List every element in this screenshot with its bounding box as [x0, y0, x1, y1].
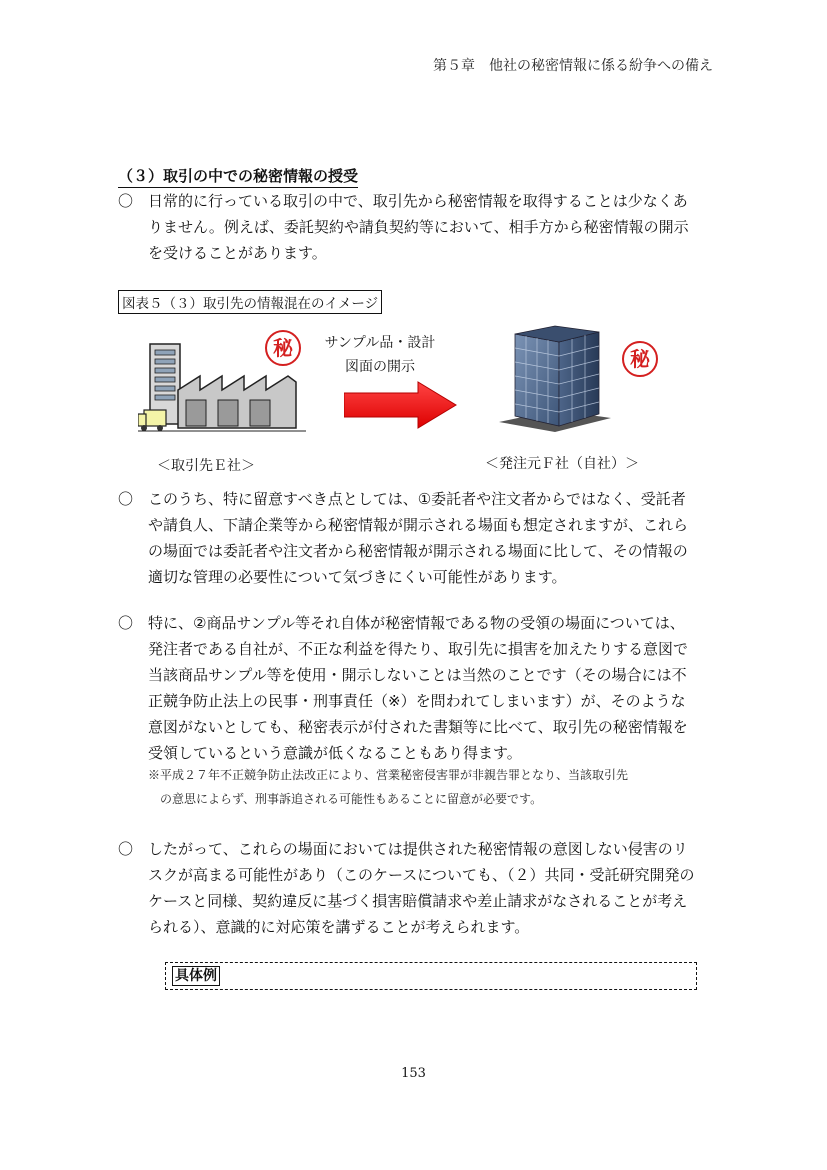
- example-box: [165, 962, 697, 990]
- paragraph-3: [118, 610, 703, 766]
- secret-stamp-icon: 秘: [265, 330, 301, 366]
- figure-label: 図表５（３）取引先の情報混在のイメージ: [118, 290, 382, 314]
- line: ケースと同様、契約違反に基づく損害賠償請求や差止請求がなされることが考え: [148, 892, 688, 910]
- section-title: （３）取引の中での秘密情報の授受: [118, 165, 358, 188]
- line: を受けることがあります。: [148, 244, 327, 262]
- line: したがって、これらの場面においては提供された秘密情報の意図しない侵害のリ: [148, 840, 688, 858]
- page-number: 153: [401, 1066, 426, 1081]
- arrow-caption-line: サンプル品・設計: [324, 335, 436, 351]
- bullet-circle: 〇: [118, 490, 134, 508]
- footnote: [148, 763, 708, 811]
- line: 日常的に行っている取引の中で、取引先から秘密情報を取得することは少なくあ: [148, 192, 688, 210]
- line: られる）、意識的に対応策を講ずることが考えられます。: [148, 918, 530, 936]
- line: 特に、②商品サンプル等それ自体が秘密情報である物の受領の場面については、: [148, 614, 685, 632]
- note-line: の意思によらず、刑事訴追される可能性もあることに留意が必要です。: [160, 792, 543, 806]
- line: 正競争防止法上の民事・刑事責任（※）を問われてしまいます）が、そのような: [148, 692, 686, 710]
- bullet-circle: 〇: [118, 840, 134, 858]
- running-header: 第５章 他社の秘密情報に係る紛争への備え: [433, 58, 713, 74]
- own-company-caption: ＜発注元Ｆ社（自社）＞: [485, 456, 639, 472]
- bullet-circle: 〇: [118, 614, 134, 632]
- example-label: 具体例: [172, 966, 220, 986]
- paragraph-2: [118, 486, 703, 590]
- line: りません。例えば、委託契約や請負契約等において、相手方から秘密情報の開示: [148, 218, 689, 236]
- note-line: ※平成２７年不正競争防止法改正により、営業秘密侵害罪が非親告罪となり、当該取引先: [148, 768, 629, 782]
- arrow-caption-line: 図面の開示: [345, 359, 415, 375]
- line: 発注者である自社が、不正な利益を得たり、取引先に損害を加えたりする意図で: [148, 640, 689, 658]
- line: の場面では委託者や注文者から秘密情報が開示される場面に比して、その情報の: [148, 542, 688, 560]
- line: このうち、特に留意すべき点としては、①委託者や注文者からではなく、受託者: [148, 490, 686, 508]
- own-company-building-illustration: [495, 322, 615, 437]
- line: 受領しているという意識が低くなることもあり得ます。: [148, 744, 522, 762]
- paragraph-4: [118, 836, 703, 940]
- bullet-circle: 〇: [118, 192, 134, 210]
- paragraph-1: [118, 188, 703, 266]
- secret-stamp-icon: 秘: [622, 341, 658, 377]
- line: 当該商品サンプル等を使用・開示しないことは当然のことです（その場合には不: [148, 666, 687, 684]
- line: や請負人、下請企業等から秘密情報が開示される場面も想定されますが、これら: [148, 516, 689, 534]
- line: 意図がないとしても、秘密表示が付された書類等に比べて、取引先の秘密情報を: [148, 718, 688, 736]
- line: スクが高まる可能性があり（このケースについても、（２）共同・受託研究開発の: [148, 866, 695, 884]
- arrow-caption: [316, 331, 444, 379]
- line: 適切な管理の必要性について気づきにくい可能性があります。: [148, 568, 567, 586]
- transfer-arrow-icon: [344, 380, 458, 430]
- supplier-caption: ＜取引先Ｅ社＞: [157, 458, 255, 474]
